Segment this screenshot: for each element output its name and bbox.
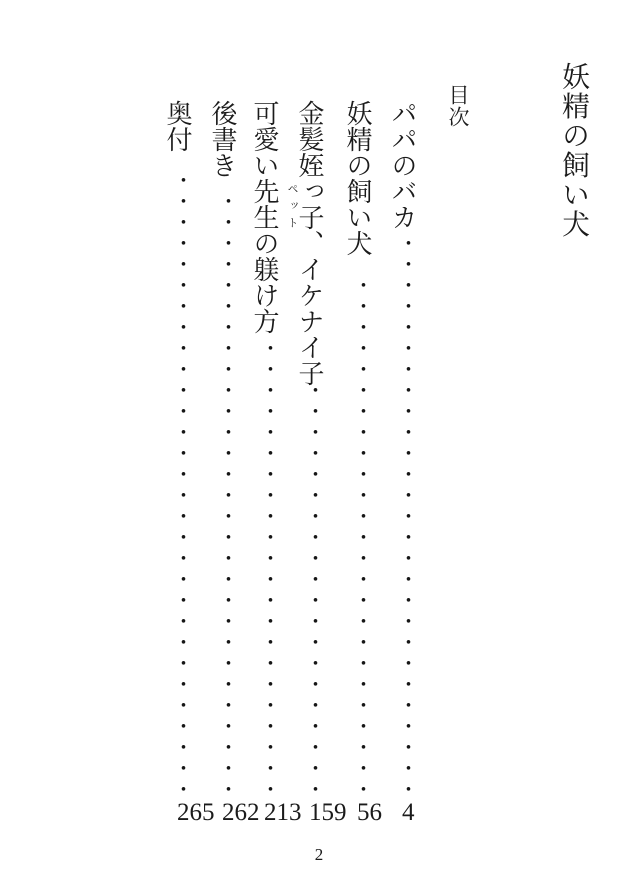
page-number: 56 bbox=[357, 799, 382, 826]
page-folio: 2 bbox=[314, 845, 324, 864]
toc-entry-title: 可愛い先生の躾け方 bbox=[250, 100, 279, 334]
page-number: 213 bbox=[264, 799, 302, 826]
page-number: 262 bbox=[222, 799, 260, 826]
dot-leader: ・・・・・・・・・・・・・・・・・・・・・・・・・・・・・・ bbox=[170, 170, 192, 800]
page-number: 4 bbox=[402, 799, 415, 826]
toc-entry-title: 後書き bbox=[208, 100, 237, 178]
page-number: 265 bbox=[177, 799, 215, 826]
toc-heading: 目次 bbox=[446, 84, 470, 128]
dot-leader: ・・・・・・・・・・・・・・・・・・・・ bbox=[302, 380, 324, 800]
dot-leader: ・・・・・・・・・・・・・・・・・・・・・・・・・・・ bbox=[395, 233, 417, 800]
page-number: 159 bbox=[309, 799, 347, 826]
toc-entry-title: 金髪姪っ子、イケナイ子 bbox=[295, 100, 324, 386]
dot-leader: ・・・・・・・・・・・・・・・・・・・・・・・・・ bbox=[350, 275, 372, 800]
dot-leader: ・・・・・・・・・・・・・・・・・・・・・・・・・・・・・ bbox=[215, 191, 237, 800]
book-title: 妖精の飼い犬 bbox=[558, 62, 589, 239]
toc-entry-title: パパのバカ bbox=[388, 100, 417, 230]
toc-entry-title: 奥付 bbox=[163, 100, 192, 152]
ruby-furigana-pet: ペット bbox=[286, 183, 298, 234]
dot-leader: ・・・・・・・・・・・・・・・・・・・・・・ bbox=[257, 338, 279, 800]
toc-entry-title: 妖精の飼い犬 bbox=[343, 100, 372, 256]
